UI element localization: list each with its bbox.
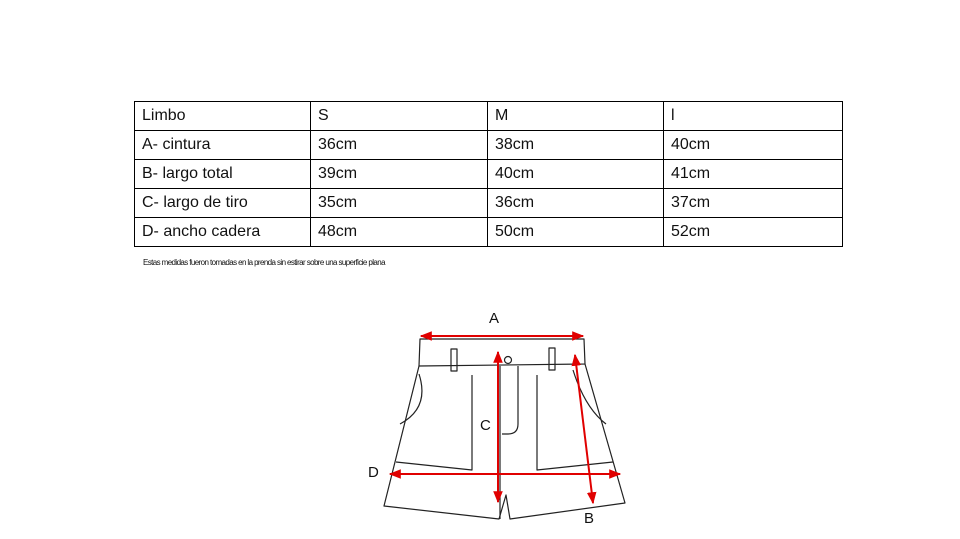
table-cell: 41cm [664,160,843,189]
shorts-outline-icon [384,339,625,519]
table-cell: 40cm [488,160,664,189]
label-c: C [480,417,491,434]
table-cell: 38cm [488,131,664,160]
table-cell: A- cintura [135,131,311,160]
label-a: A [489,310,500,327]
header-cell: M [488,102,664,131]
table-cell: D- ancho cadera [135,218,311,247]
arrow-b [575,355,593,503]
table-cell: 40cm [664,131,843,160]
measurement-note: Estas medidas fueron tomadas en la prenda sin estirar sobre una superficie plana [143,258,385,267]
header-cell: Limbo [135,102,311,131]
table-cell: 35cm [311,189,488,218]
table-cell: 52cm [664,218,843,247]
table-cell: 48cm [311,218,488,247]
table-cell: 36cm [488,189,664,218]
label-d: D [368,464,379,481]
header-cell: l [664,102,843,131]
table-cell: C- largo de tiro [135,189,311,218]
table-cell: 50cm [488,218,664,247]
table-cell: 36cm [311,131,488,160]
table-cell: 37cm [664,189,843,218]
header-cell: S [311,102,488,131]
label-b: B [584,510,595,527]
table-cell: 39cm [311,160,488,189]
table-cell: B- largo total [135,160,311,189]
